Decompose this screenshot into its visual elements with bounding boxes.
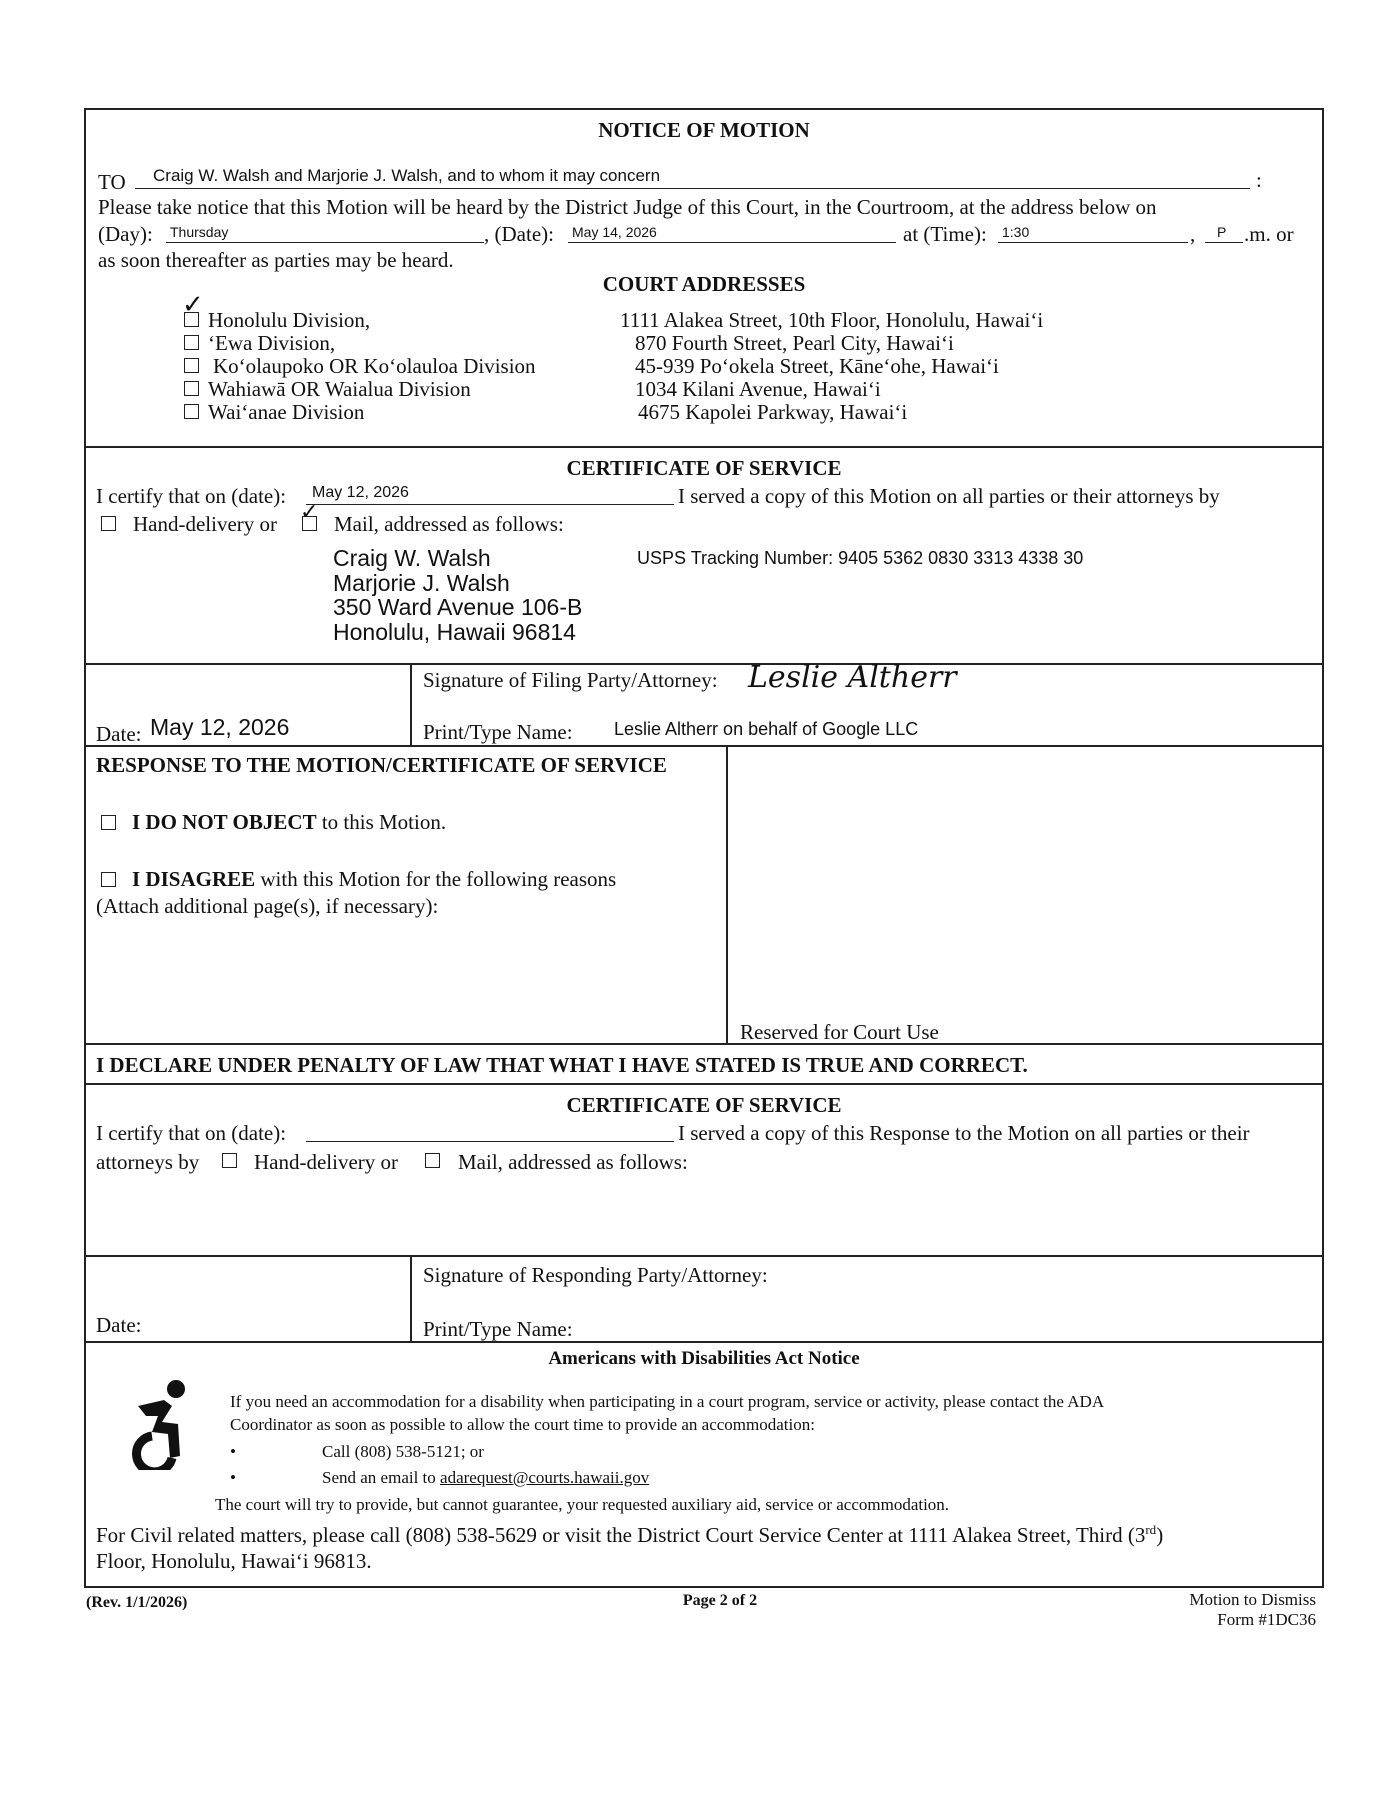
print-name-value: Leslie Altherr on behalf of Google LLC [614, 719, 919, 739]
certify-label: I certify that on (date): [96, 484, 287, 508]
soon-text: as soon thereafter as parties may be heard. [98, 248, 454, 272]
form-title: Motion to Dismiss [1189, 1590, 1316, 1609]
print-name-label: Print/Type Name: [423, 1317, 573, 1341]
disagree-bold: I DISAGREE [132, 867, 256, 891]
date-label: Date: [96, 1313, 142, 1337]
hand-delivery-label: Hand-delivery or [133, 512, 278, 536]
ada-email-link[interactable]: adarequest@courts.hawaii.gov [440, 1468, 650, 1487]
date-value: May 14, 2026 [572, 224, 657, 240]
divider [84, 745, 1324, 747]
civil-line1-end: ) [1156, 1523, 1164, 1547]
time-comma: , [1190, 222, 1196, 246]
division-name: Koʻolaupoko OR Koʻolauloa Division [213, 354, 536, 378]
date-field[interactable] [568, 220, 896, 243]
division-address: 870 Fourth Street, Pearl City, Hawaiʻi [635, 331, 954, 355]
divider-vertical [410, 1255, 412, 1341]
to-colon: : [1256, 168, 1262, 192]
signature-value: Leslie Altherr [748, 660, 957, 695]
division-ewa-checkbox[interactable] [184, 335, 199, 350]
division-koolau-checkbox[interactable] [184, 358, 199, 373]
division-waianae-checkbox[interactable] [184, 404, 199, 419]
disagree-text [132, 867, 616, 892]
court-addresses-title: COURT ADDRESSES [602, 272, 806, 296]
division-address: 45-939 Poʻokela Street, Kāneʻohe, Hawaiʻi [635, 354, 999, 378]
divider [84, 1255, 1324, 1257]
ada-bullet2-prefix: Send an email to [322, 1468, 441, 1487]
address-line: Craig W. Walsh [333, 545, 491, 571]
do-not-object-text [132, 810, 446, 835]
division-wahiawa-checkbox[interactable] [184, 381, 199, 396]
ampm-value: P [1217, 224, 1227, 240]
tracking-number: USPS Tracking Number: 9405 5362 0830 3313 4338 30 [637, 548, 1084, 568]
day-label: (Day): [98, 222, 153, 246]
to-label: TO [98, 170, 126, 194]
time-field[interactable] [998, 220, 1188, 243]
time-value: 1:30 [1002, 224, 1030, 240]
civil-line1-text: For Civil related matters, please call (808) 538-5629 or visit the District Court Service Center at 1111 Alakea Street, Third (3 [96, 1523, 1146, 1547]
ada-bullet1: Call (808) 538-5121; or [322, 1442, 484, 1461]
response-title: RESPONSE TO THE MOTION/CERTIFICATE OF SERVICE [96, 753, 667, 777]
declaration: I DECLARE UNDER PENALTY OF LAW THAT WHAT I HAVE STATED IS TRUE AND CORRECT. [96, 1053, 1028, 1077]
division-name: Waiʻanae Division [208, 400, 365, 424]
mail-checkbox[interactable] [425, 1153, 440, 1168]
date-field-label: Date: [96, 722, 142, 746]
civil-line1 [96, 1522, 1163, 1548]
ada-guarantee: The court will try to provide, but cannot guarantee, your requested auxiliary aid, service or accommodation. [215, 1495, 950, 1514]
day-value: Thursday [170, 224, 229, 240]
do-not-object-checkbox[interactable] [101, 815, 116, 830]
hand-delivery-checkbox[interactable] [222, 1153, 237, 1168]
to-value: Craig W. Walsh and Marjorie J. Walsh, and to whom it may concern [153, 166, 661, 185]
civil-line2: Floor, Honolulu, Hawaiʻi 96813. [96, 1549, 372, 1573]
mailing-address [333, 546, 582, 644]
division-address: 1034 Kilani Avenue, Hawaiʻi [635, 377, 881, 401]
hand-delivery-label: Hand-delivery or [254, 1150, 399, 1174]
divider [84, 1043, 1324, 1045]
signature-label: Signature of Filing Party/Attorney: [423, 668, 718, 692]
ada-line1: If you need an accommodation for a disability when participating in a court program, service or activity, please contact the ADA [230, 1392, 1105, 1411]
page-number: Page 2 of 2 [682, 1592, 758, 1609]
divider [84, 663, 1324, 665]
revision-date: (Rev. 1/1/2026) [86, 1594, 188, 1611]
check-icon: ✓ [300, 500, 319, 525]
division-address: 4675 Kapolei Parkway, Hawaiʻi [638, 400, 908, 424]
disagree-rest: with this Motion for the following reasons [260, 867, 617, 891]
divider [84, 1341, 1324, 1343]
address-line: Honolulu, Hawaii 96814 [333, 618, 576, 645]
address-line: Marjorie J. Walsh [333, 569, 510, 596]
notice-text: Please take notice that this Motion will be heard by the District Judge of this Court, in the Courtroom, at the address below on [98, 195, 1157, 219]
reserved-court-use: Reserved for Court Use [740, 1020, 939, 1044]
check-icon: ✓ [182, 290, 204, 320]
certify-date-value: May 12, 2026 [312, 484, 409, 501]
served-text: I served a copy of this Response to the Motion on all parties or their [678, 1121, 1250, 1145]
attorneys-by-label: attorneys by [96, 1150, 200, 1174]
divider-vertical [410, 663, 412, 745]
form-id [1189, 1590, 1316, 1630]
bullet-icon: • [230, 1468, 236, 1487]
print-name-label: Print/Type Name: [423, 720, 573, 744]
bullet-icon: • [230, 1442, 236, 1461]
served-text: I served a copy of this Motion on all parties or their attorneys by [678, 484, 1220, 508]
attach-text: (Attach additional page(s), if necessary): [96, 894, 439, 918]
date-field-value: May 12, 2026 [150, 714, 290, 740]
disagree-checkbox[interactable] [101, 872, 116, 887]
hand-delivery-checkbox[interactable] [101, 516, 116, 531]
division-name: Wahiawā OR Waialua Division [208, 377, 471, 401]
mail-label: Mail, addressed as follows: [458, 1150, 688, 1174]
ampm-field[interactable] [1205, 220, 1243, 243]
do-not-object-bold: I DO NOT OBJECT [132, 810, 317, 834]
ampm-suffix: .m. or [1244, 222, 1294, 246]
divider-vertical [726, 745, 728, 1043]
to-field[interactable] [135, 166, 1250, 189]
accessibility-wheelchair-icon [118, 1378, 200, 1470]
certify-date-field[interactable] [306, 1119, 674, 1142]
division-name: Honolulu Division, [208, 308, 371, 332]
mail-label: Mail, addressed as follows: [334, 512, 564, 536]
civil-sup: rd [1145, 1522, 1157, 1537]
divider [84, 446, 1324, 448]
division-name: ʻEwa Division, [208, 331, 336, 355]
certify-date-field[interactable] [306, 482, 674, 505]
time-label: at (Time): [903, 222, 987, 246]
certificate-title: CERTIFICATE OF SERVICE [566, 456, 842, 480]
ada-line2: Coordinator as soon as possible to allow the court time to provide an accommodation: [230, 1415, 815, 1434]
signature-label: Signature of Responding Party/Attorney: [423, 1263, 768, 1287]
day-field[interactable] [166, 220, 484, 243]
notice-title: NOTICE OF MOTION [598, 118, 810, 142]
do-not-object-rest: to this Motion. [321, 810, 447, 834]
division-address: 1111 Alakea Street, 10th Floor, Honolulu, Hawaiʻi [620, 308, 1044, 332]
divider [84, 1083, 1324, 1085]
form-number: Form #1DC36 [1217, 1610, 1316, 1629]
address-line: 350 Ward Avenue 106-B [333, 594, 583, 620]
ada-title: Americans with Disabilities Act Notice [548, 1348, 860, 1369]
date-label: , (Date): [484, 222, 554, 246]
certify-label: I certify that on (date): [96, 1121, 287, 1145]
ada-bullet2 [322, 1468, 649, 1488]
certificate-title: CERTIFICATE OF SERVICE [566, 1093, 842, 1117]
